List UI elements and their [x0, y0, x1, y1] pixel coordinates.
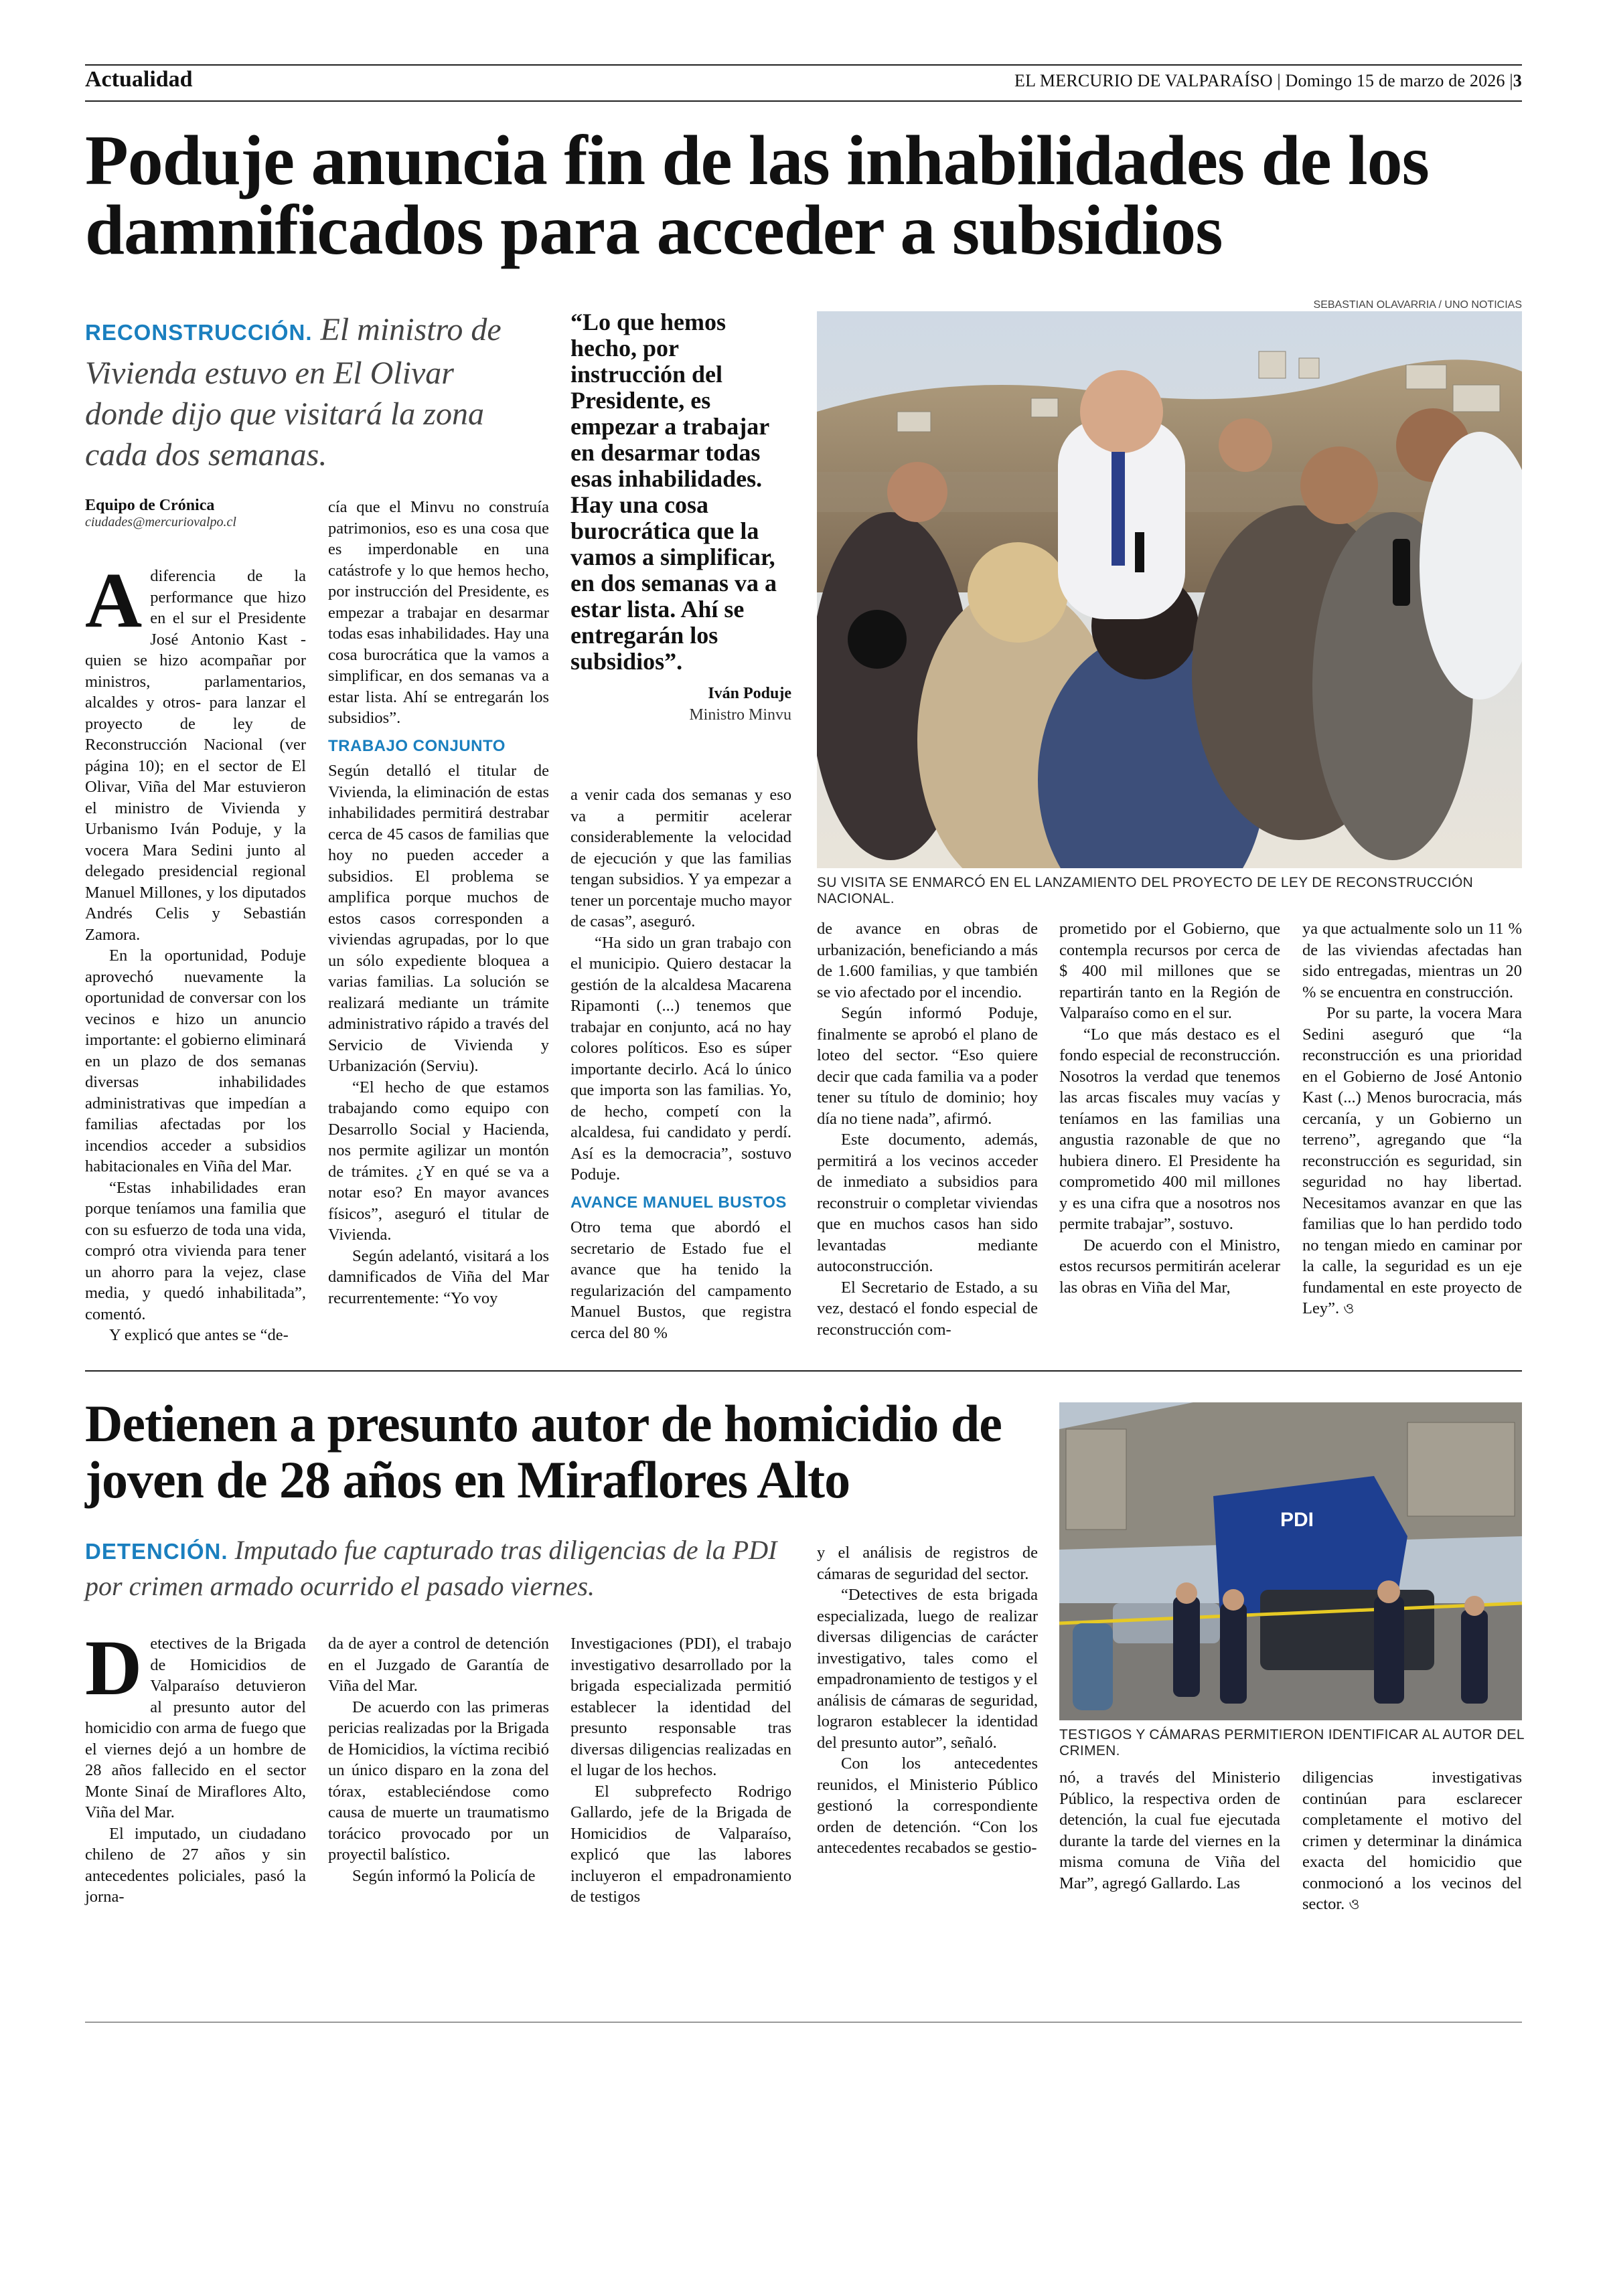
paragraph: “El hecho de que estamos trabajando como equipo con Desarrollo Social y Hacienda, nos permite agilizar un montón de trámites. ¿Y en qué se va a notar eso? En mayor avances físicos”, aseguró el titular de Vivienda.	[328, 1078, 549, 1244]
article1-column-1	[85, 556, 306, 1346]
paragraph: Según informó la Policía de	[352, 1866, 536, 1885]
header-rule	[85, 100, 1522, 102]
article2-column-4	[817, 1542, 1038, 1859]
paragraph: a venir cada dos semanas y eso va a permitir acelerar considerablemente la velocidad de ejecución y que las familias tengan subsidios. Y ya empezar a tener un porcentaje mucho mayor de casas”, aseguró.	[570, 786, 791, 930]
end-mark-icon: ও	[1349, 1896, 1360, 1913]
paragraph: Con los antecedentes reunidos, el Ministerio Público gestionó la correspondiente orden de detención. “Con los antecedentes recabados se gestio-	[817, 1754, 1038, 1857]
paragraph: “Detectives de esta brigada especializada, luego de realizar diversas diligencias de carácter investigativo, tales como el empadronamiento de testigos y el análisis de cámaras de seguridad, lograron establecer la identidad del presunto autor”, señaló.	[817, 1586, 1038, 1752]
subhead-avance-manuel-bustos: AVANCE MANUEL BUSTOS	[570, 1193, 787, 1212]
paragraph: “Ha sido un gran trabajo con el municipio. Quiero destacar la gestión de la alcaldesa Macarena Ripamonti (...) tenemos que trabajar en conjunto, acá no hay colores políticos. Eso es súper importante decirlo. Acá lo único que importa son las familias. Yo, de hecho, competí con la alcaldesa, fui candidato y perdí. Así es la democracia”, sostuvo Poduje.	[570, 933, 791, 1183]
section-label: Actualidad	[85, 67, 193, 92]
quote-author-name: Iván Poduje	[708, 685, 791, 702]
issue-date: Domingo 15 de marzo de 2026	[1285, 71, 1505, 90]
photo-minister-with-residents	[817, 311, 1522, 868]
paragraph: El subprefecto Rodrigo Gallardo, jefe de la Brigada de Homicidios de Valparaíso, explicó que las labores incluyeron el empadronamiento de testigos	[570, 1782, 791, 1906]
article1-column-3	[570, 785, 791, 1343]
headline-main: Poduje anuncia fin de las inhabilidades de los damnificados para acceder a subsidios	[85, 121, 1429, 269]
byline-team: Equipo de Crónica	[85, 497, 215, 514]
paragraph: ya que actualmente solo un 11 % de las viviendas afectadas han sido entregadas, mientras un 20 % se encuentra en construcción.	[1302, 920, 1522, 1001]
end-mark-icon: ও	[1343, 1301, 1355, 1317]
paragraph: De acuerdo con las primeras pericias realizadas por la Brigada de Homicidios, la víctima recibió un único disparo en la zona del tórax, estableciéndose como causa de muerte un traumatismo torácico provocado por un proyectil balístico.	[328, 1698, 549, 1864]
byline-email: ciudades@mercuriovalpo.cl	[85, 515, 236, 529]
photo-caption-main: SU VISITA SE ENMARCÓ EN EL LANZAMIENTO DEL PROYECTO DE LEY DE RECONSTRUCCIÓN NACIONAL.	[817, 875, 1474, 906]
paragraph: Otro tema que abordó el secretario de Estado fue el avance que ha tenido la regularización del campamento Manuel Bustos, que registra cerca del 80 %	[570, 1218, 791, 1342]
article1-column-5	[1059, 918, 1280, 1298]
paragraph: y el análisis de registros de cámaras de seguridad del sector.	[817, 1544, 1038, 1583]
masthead: EL MERCURIO DE VALPARAÍSO | Domingo 15 de marzo de 2026 |3	[1014, 71, 1522, 90]
kicker-reconstruccion: RECONSTRUCCIÓN.	[85, 320, 313, 345]
paragraph: Según adelantó, visitará a los damnificados de Viña del Mar recurrentemente: “Yo voy	[328, 1246, 549, 1307]
paragraph: da de ayer a control de detención en el Juzgado de Garantía de Viña del Mar.	[328, 1635, 549, 1695]
paragraph: “Estas inhabilidades eran porque teníamos una familia que con su esfuerzo de toda una vida, compró otra vivienda para tener un ahorro para la vejez, clase media, y quedó inhabilitada”, comentó.	[85, 1178, 306, 1323]
paragraph: de avance en obras de urbanización, beneficiando a más de 1.600 familias, y que también se vio afectado por el incendio.	[817, 920, 1038, 1001]
kicker-detencion: DETENCIÓN.	[85, 1539, 228, 1564]
quote-author-role: Ministro Minvu	[689, 706, 791, 724]
paragraph: Por su parte, la vocera Mara Sedini aseguró que “la reconstrucción es una prioridad en el Gobierno de José Antonio Kast (...) Menos burocracia, más cercanía, y un Gobierno un terreno”, agregando que “la reconstrucción es seguridad, sin seguridad no hay libertad. Necesitamos avanzar en que las familias que lo han perdido todo no tengan miedo en caminar por la calle, la seguridad es un eje fundamental en este proyecto de Ley”. ও	[1302, 1004, 1522, 1317]
pull-quote: “Lo que hemos hecho, por instrucción del Presidente, es empezar a trabajar en desarmar todas esas inhabilidades. Hay una cosa burocrática que la vamos a simplificar, en dos semanas va a estar lista. Ahí se entregarán los subsidios”.	[570, 309, 777, 675]
article-separator	[85, 1370, 1522, 1372]
subhead-trabajo-conjunto: TRABAJO CONJUNTO	[328, 736, 506, 755]
paragraph: Adiferencia de la performance que hizo en el sur el Presidente José Antonio Kast -quien se hizo acompañar por ministros, parlamentarios, alcaldes y otros- para lanzar el proyecto de ley de Reconstrucción Nacional (ver página 10); en el sector de El Olivar, Viña del Mar estuvieron el ministro de Vivienda y Urbanismo Iván Poduje, y la vocera Mara Sedini junto al delegado presidencial regional Manuel Millones, y los diputados Andrés Celis y Sebastián Zamora.	[85, 556, 306, 944]
article2-column-6	[1302, 1767, 1522, 1916]
paragraph: En la oportunidad, Poduje aprovechó nuevamente la oportunidad de conversar con los vecinos e hizo un anuncio importante: el gobierno eliminará en un plazo de dos semanas diversas inhabilidades administrativas que impedían a familias afectadas por los incendios acceder a subsidios habitacionales en Viña del Mar.	[85, 947, 306, 1175]
paragraph: prometido por el Gobierno, que contempla recursos por cerca de $ 400 mil millones que se repartirán tanto en la Región de Valparaíso como en el sur.	[1059, 920, 1280, 1022]
article2-column-5	[1059, 1767, 1280, 1894]
article1-column-4	[817, 918, 1038, 1340]
byline	[85, 497, 306, 530]
dropcap: D	[85, 1624, 143, 1712]
article2-column-3	[570, 1633, 791, 1908]
paragraph: Investigaciones (PDI), el trabajo investigativo desarrollado por la brigada especializada permitió establecer la identidad del presunto responsable tras diversas diligencias realizadas en el lugar de los hechos.	[570, 1635, 791, 1779]
photo-illustration	[817, 311, 1522, 868]
article2-column-2	[328, 1633, 549, 1886]
top-rule	[85, 64, 1522, 66]
paragraph: Detectives de la Brigada de Homicidios de Valparaíso detuvieron al presunto autor del homicidio con arma de fuego que el viernes dejó a un hombre de 28 años fallecido en el sector Monte Sinaí de Miraflores Alto, Viña del Mar.	[85, 1624, 306, 1821]
page-number: 3	[1513, 71, 1522, 90]
photo-credit: SEBASTIAN OLAVARRIA / UNO NOTICIAS	[1313, 299, 1522, 311]
paragraph: Y explicó que antes se “de-	[109, 1326, 289, 1344]
paragraph: diligencias investigativas continúan para esclarecer completamente el motivo del crimen y determinar la dinámica exacta del homicidio que conmocionó a los vecinos del sector. ও	[1302, 1769, 1522, 1913]
paragraph: El imputado, un ciudadano chileno de 27 años y sin antecedentes policiales, pasó la jorna-	[85, 1824, 306, 1906]
pull-quote-author	[570, 683, 791, 726]
paragraph: cía que el Minvu no construía patrimonios, eso es una cosa que es imperdonable en una catástrofe y lo que hemos hecho, por instrucción del Presidente, es empezar a trabajar en desarmar todas esas inhabilidades. Hay una cosa burocrática que la vamos a simplificar, en dos semanas va a estar lista. Ahí se entregarán los subsidios”.	[328, 498, 549, 727]
lead-secondary	[85, 1533, 788, 1604]
photo-caption-secondary: TESTIGOS Y CÁMARAS PERMITIERON IDENTIFICAR AL AUTOR DEL CRIMEN.	[1059, 1727, 1525, 1758]
article1-column-2	[328, 497, 549, 1309]
paragraph: Según informó Poduje, finalmente se aprobó el plano de loteo del sector. “Eso quiere decir que cada familia va a poder tener su título de dominio; hoy día no tiene nada”, afirmó.	[817, 1004, 1038, 1128]
paragraph: De acuerdo con el Ministro, estos recursos permitirán acelerar las obras en Viña del Mar,	[1059, 1236, 1280, 1297]
paragraph: nó, a través del Ministerio Público, la respectiva orden de detención, la cual fue ejecutada durante la tarde del viernes en la misma comuna de Viña del Mar”, agregó Gallardo. Las	[1059, 1769, 1280, 1892]
photo-illustration	[1059, 1402, 1522, 1720]
paragraph: Según detalló el titular de Vivienda, la eliminación de estas inhabilidades permitirá destrabar cerca de 45 casos de familias que hoy no pueden acceder a subsidios. El problema se amplifica porque muchos de estos casos corresponden a viviendas agrupadas, por lo que un sólo expediente bloquea a varias familias. La solución se realizará mediante un trámite administrativo rápido a través del Servicio de Vivienda y Urbanización (Serviu).	[328, 762, 549, 1075]
photo-crime-scene	[1059, 1402, 1522, 1720]
headline-secondary: Detienen a presunto autor de homicidio de joven de 28 años en Miraflores Alto	[85, 1394, 1002, 1509]
tent-label: PDI	[1280, 1509, 1314, 1531]
newspaper-name: EL MERCURIO DE VALPARAÍSO	[1014, 71, 1273, 90]
dropcap: A	[85, 556, 143, 644]
lead-text: Imputado fue capturado tras diligencias de la PDI por crimen armado ocurrido el pasado viernes.	[85, 1535, 777, 1601]
lead-main	[85, 309, 520, 475]
paragraph: Este documento, además, permitirá a los vecinos acceder de inmediato a subsidios para reconstruir o completar viviendas que en muchos casos han sido levantadas mediante autoconstrucción.	[817, 1131, 1038, 1275]
article1-column-6	[1302, 918, 1522, 1320]
bottom-rule	[85, 2022, 1522, 2023]
paragraph: El Secretario de Estado, a su vez, destacó el fondo especial de reconstrucción com-	[817, 1278, 1038, 1339]
article2-column-1	[85, 1624, 306, 1908]
lead-text: El ministro de Vivienda estuvo en El Olivar donde dijo que visitará la zona cada dos semanas.	[85, 312, 502, 473]
paragraph: “Lo que más destaco es el fondo especial de reconstrucción. Nosotros la verdad que tenemos las arcas fiscales muy vacías y teníamos en las familias una angustia razonable de que no hubiera dinero. El Presidente ha comprometido 400 mil millones y es una cifra que a nosotros nos permite trabajar”, sostuvo.	[1059, 1025, 1280, 1233]
